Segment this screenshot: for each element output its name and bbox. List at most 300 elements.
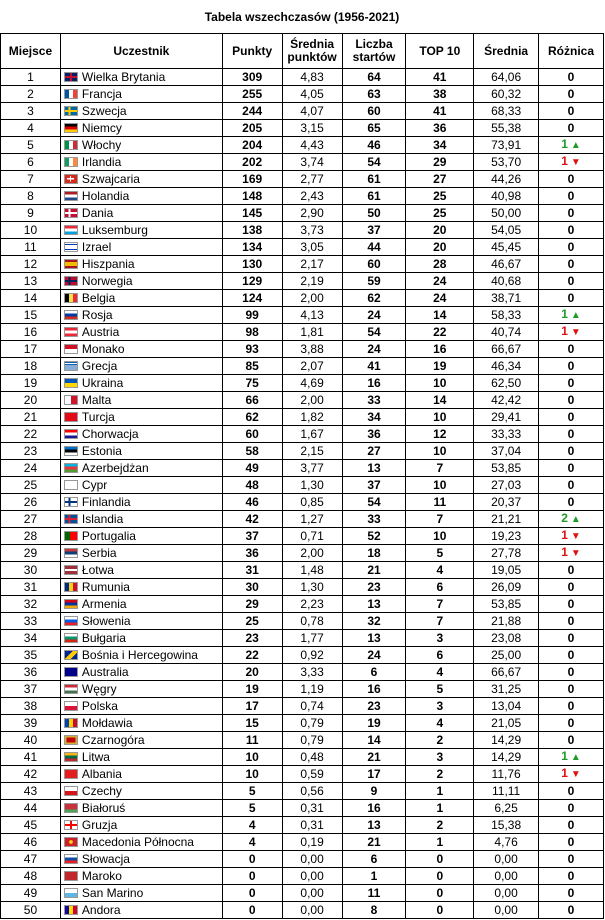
flag-icon	[64, 429, 78, 439]
diff-cell	[539, 851, 604, 868]
country-cell	[60, 885, 222, 902]
table-row	[1, 205, 604, 222]
country-name: Norwegia	[81, 274, 133, 288]
country-cell	[60, 137, 222, 154]
avg-points-cell: 0,31	[282, 817, 342, 834]
arrow-up-icon: ▲	[570, 310, 581, 321]
country-name: Wielka Brytania	[81, 70, 166, 84]
country-cell	[60, 868, 222, 885]
header-row	[1, 34, 604, 69]
average-cell: 6,25	[474, 800, 539, 817]
average-cell: 0,00	[474, 851, 539, 868]
top10-cell: 1	[406, 800, 474, 817]
avg-points-cell: 4,07	[282, 103, 342, 120]
top10-cell: 0	[406, 885, 474, 902]
top10-cell: 1	[406, 834, 474, 851]
header-country: Uczestnik	[60, 34, 222, 69]
diff-cell	[539, 630, 604, 647]
table-row	[1, 715, 604, 732]
country-name: Francja	[81, 87, 122, 101]
top10-cell: 5	[406, 681, 474, 698]
rank-cell: 21	[1, 409, 61, 426]
starts-cell: 63	[342, 86, 406, 103]
average-cell: 50,00	[474, 205, 539, 222]
average-cell: 13,04	[474, 698, 539, 715]
country-name: Islandia	[81, 512, 124, 526]
starts-cell: 6	[342, 664, 406, 681]
top10-cell: 24	[406, 273, 474, 290]
country-cell	[60, 103, 222, 120]
top10-cell: 14	[406, 307, 474, 324]
table-row	[1, 307, 604, 324]
country-cell	[60, 477, 222, 494]
top10-cell: 7	[406, 511, 474, 528]
average-cell: 25,00	[474, 647, 539, 664]
points-cell: 0	[222, 902, 282, 919]
avg-points-cell: 3,74	[282, 154, 342, 171]
avg-points-cell: 3,15	[282, 120, 342, 137]
starts-cell: 46	[342, 137, 406, 154]
points-cell: 0	[222, 885, 282, 902]
starts-cell: 18	[342, 545, 406, 562]
flag-icon	[64, 633, 78, 643]
flag-icon	[64, 225, 78, 235]
points-cell: 5	[222, 783, 282, 800]
diff-value: 0	[567, 121, 575, 135]
points-cell: 22	[222, 647, 282, 664]
starts-cell: 11	[342, 885, 406, 902]
diff-cell	[539, 647, 604, 664]
rank-cell: 20	[1, 392, 61, 409]
top10-cell: 24	[406, 290, 474, 307]
diff-cell	[539, 596, 604, 613]
country-name: Andora	[81, 903, 121, 917]
starts-cell: 32	[342, 613, 406, 630]
starts-cell: 23	[342, 579, 406, 596]
diff-value: 0	[567, 257, 575, 271]
average-cell: 54,05	[474, 222, 539, 239]
avg-points-cell: 0,56	[282, 783, 342, 800]
flag-icon	[64, 531, 78, 541]
country-name: Armenia	[81, 597, 127, 611]
average-cell: 62,50	[474, 375, 539, 392]
country-cell	[60, 222, 222, 239]
top10-cell: 12	[406, 426, 474, 443]
points-cell: 205	[222, 120, 282, 137]
country-cell	[60, 392, 222, 409]
diff-cell	[539, 749, 604, 766]
country-cell	[60, 494, 222, 511]
avg-points-cell: 2,00	[282, 545, 342, 562]
country-cell	[60, 307, 222, 324]
diff-value: 1	[561, 749, 568, 763]
avg-points-cell: 0,19	[282, 834, 342, 851]
flag-icon	[64, 616, 78, 626]
rank-cell: 49	[1, 885, 61, 902]
table-row	[1, 154, 604, 171]
avg-points-cell: 1,48	[282, 562, 342, 579]
diff-value: 0	[567, 70, 575, 84]
top10-cell: 0	[406, 868, 474, 885]
starts-cell: 62	[342, 290, 406, 307]
country-name: Szwecja	[81, 104, 127, 118]
table-row	[1, 783, 604, 800]
diff-cell	[539, 256, 604, 273]
table-row	[1, 579, 604, 596]
points-cell: 0	[222, 868, 282, 885]
average-cell: 23,08	[474, 630, 539, 647]
rank-cell: 48	[1, 868, 61, 885]
header-rank: Miejsce	[1, 34, 61, 69]
starts-cell: 60	[342, 103, 406, 120]
country-cell	[60, 715, 222, 732]
country-cell	[60, 205, 222, 222]
average-cell: 55,38	[474, 120, 539, 137]
avg-points-cell: 0,79	[282, 715, 342, 732]
diff-value: 0	[567, 682, 575, 696]
avg-points-cell: 1,30	[282, 477, 342, 494]
diff-cell	[539, 902, 604, 919]
avg-points-cell: 4,43	[282, 137, 342, 154]
table-row	[1, 171, 604, 188]
rank-cell: 27	[1, 511, 61, 528]
diff-value: 0	[567, 495, 575, 509]
arrow-down-icon: ▼	[570, 327, 581, 338]
country-name: Szwajcaria	[81, 172, 140, 186]
diff-cell	[539, 494, 604, 511]
rank-cell: 32	[1, 596, 61, 613]
starts-cell: 21	[342, 562, 406, 579]
top10-cell: 27	[406, 171, 474, 188]
average-cell: 4,76	[474, 834, 539, 851]
starts-cell: 33	[342, 511, 406, 528]
avg-points-cell: 2,00	[282, 290, 342, 307]
points-cell: 75	[222, 375, 282, 392]
country-name: Gruzja	[81, 818, 118, 832]
flag-icon	[64, 293, 78, 303]
top10-cell: 2	[406, 766, 474, 783]
diff-cell	[539, 579, 604, 596]
avg-points-cell: 0,59	[282, 766, 342, 783]
country-cell	[60, 324, 222, 341]
starts-cell: 54	[342, 494, 406, 511]
diff-cell	[539, 664, 604, 681]
rank-cell: 46	[1, 834, 61, 851]
diff-value: 0	[567, 172, 575, 186]
top10-cell: 14	[406, 392, 474, 409]
diff-value: 0	[567, 206, 575, 220]
table-row	[1, 817, 604, 834]
flag-icon	[64, 837, 78, 847]
table-row	[1, 477, 604, 494]
avg-points-cell: 0,48	[282, 749, 342, 766]
country-cell	[60, 766, 222, 783]
flag-icon	[64, 514, 78, 524]
rank-cell: 25	[1, 477, 61, 494]
average-cell: 64,06	[474, 69, 539, 86]
flag-icon	[64, 718, 78, 728]
flag-icon	[64, 463, 78, 473]
flag-icon	[64, 667, 78, 677]
top10-cell: 22	[406, 324, 474, 341]
avg-points-cell: 1,81	[282, 324, 342, 341]
table-row	[1, 460, 604, 477]
average-cell: 53,85	[474, 460, 539, 477]
header-average: Średnia	[474, 34, 539, 69]
diff-cell	[539, 239, 604, 256]
diff-cell	[539, 511, 604, 528]
country-name: Luksemburg	[81, 223, 148, 237]
rank-cell: 36	[1, 664, 61, 681]
starts-cell: 17	[342, 766, 406, 783]
country-name: Węgry	[81, 682, 117, 696]
flag-icon	[64, 361, 78, 371]
avg-points-cell: 3,77	[282, 460, 342, 477]
diff-cell	[539, 375, 604, 392]
table-row	[1, 647, 604, 664]
rank-cell: 18	[1, 358, 61, 375]
diff-cell	[539, 273, 604, 290]
average-cell: 53,85	[474, 596, 539, 613]
diff-value: 0	[567, 104, 575, 118]
diff-cell	[539, 766, 604, 783]
flag-icon	[64, 548, 78, 558]
diff-value: 0	[567, 342, 575, 356]
average-cell: 60,32	[474, 86, 539, 103]
diff-cell	[539, 392, 604, 409]
avg-points-cell: 0,00	[282, 885, 342, 902]
starts-cell: 19	[342, 715, 406, 732]
rank-cell: 15	[1, 307, 61, 324]
rank-cell: 29	[1, 545, 61, 562]
country-cell	[60, 783, 222, 800]
rank-cell: 45	[1, 817, 61, 834]
diff-value: 1	[561, 154, 568, 168]
country-name: Portugalia	[81, 529, 136, 543]
diff-cell	[539, 443, 604, 460]
flag-icon	[64, 327, 78, 337]
country-cell	[60, 596, 222, 613]
average-cell: 42,42	[474, 392, 539, 409]
rank-cell: 8	[1, 188, 61, 205]
starts-cell: 23	[342, 698, 406, 715]
diff-value: 0	[567, 478, 575, 492]
points-cell: 20	[222, 664, 282, 681]
country-name: Azerbejdżan	[81, 461, 149, 475]
rank-cell: 7	[1, 171, 61, 188]
top10-cell: 41	[406, 103, 474, 120]
table-row	[1, 239, 604, 256]
country-name: Niemcy	[81, 121, 122, 135]
avg-points-cell: 3,88	[282, 341, 342, 358]
points-cell: 29	[222, 596, 282, 613]
points-cell: 66	[222, 392, 282, 409]
starts-cell: 50	[342, 205, 406, 222]
diff-value: 0	[567, 189, 575, 203]
top10-cell: 7	[406, 613, 474, 630]
table-row	[1, 800, 604, 817]
points-cell: 138	[222, 222, 282, 239]
rank-cell: 23	[1, 443, 61, 460]
diff-cell	[539, 817, 604, 834]
country-cell	[60, 86, 222, 103]
flag-icon	[64, 769, 78, 779]
country-name: Białoruś	[81, 801, 126, 815]
diff-value: 0	[567, 410, 575, 424]
diff-cell	[539, 69, 604, 86]
starts-cell: 36	[342, 426, 406, 443]
diff-cell	[539, 137, 604, 154]
points-cell: 145	[222, 205, 282, 222]
rank-cell: 12	[1, 256, 61, 273]
flag-icon	[64, 106, 78, 116]
rank-cell: 33	[1, 613, 61, 630]
diff-cell	[539, 154, 604, 171]
diff-cell	[539, 613, 604, 630]
flag-icon	[64, 735, 78, 745]
table-row	[1, 902, 604, 919]
diff-value: 2	[561, 511, 568, 525]
top10-cell: 19	[406, 358, 474, 375]
diff-cell	[539, 103, 604, 120]
country-cell	[60, 341, 222, 358]
points-cell: 15	[222, 715, 282, 732]
starts-cell: 44	[342, 239, 406, 256]
average-cell: 15,38	[474, 817, 539, 834]
diff-value: 0	[567, 291, 575, 305]
diff-cell	[539, 324, 604, 341]
rank-cell: 14	[1, 290, 61, 307]
rank-cell: 31	[1, 579, 61, 596]
points-cell: 93	[222, 341, 282, 358]
average-cell: 0,00	[474, 868, 539, 885]
starts-cell: 41	[342, 358, 406, 375]
arrow-down-icon: ▼	[570, 531, 581, 542]
points-cell: 37	[222, 528, 282, 545]
diff-cell	[539, 681, 604, 698]
average-cell: 21,88	[474, 613, 539, 630]
rank-cell: 37	[1, 681, 61, 698]
rank-cell: 39	[1, 715, 61, 732]
average-cell: 19,23	[474, 528, 539, 545]
table-row	[1, 188, 604, 205]
avg-points-cell: 0,79	[282, 732, 342, 749]
starts-cell: 1	[342, 868, 406, 885]
avg-points-cell: 0,31	[282, 800, 342, 817]
diff-value: 0	[567, 240, 575, 254]
points-cell: 4	[222, 834, 282, 851]
diff-value: 1	[561, 528, 568, 542]
points-cell: 244	[222, 103, 282, 120]
country-cell	[60, 460, 222, 477]
top10-cell: 3	[406, 749, 474, 766]
diff-value: 0	[567, 393, 575, 407]
diff-cell	[539, 477, 604, 494]
table-row	[1, 392, 604, 409]
flag-icon	[64, 497, 78, 507]
table-row	[1, 69, 604, 86]
diff-value: 0	[567, 835, 575, 849]
country-name: Australia	[81, 665, 129, 679]
diff-value: 0	[567, 716, 575, 730]
starts-cell: 16	[342, 681, 406, 698]
country-name: Turcja	[81, 410, 115, 424]
diff-value: 0	[567, 359, 575, 373]
country-cell	[60, 664, 222, 681]
average-cell: 31,25	[474, 681, 539, 698]
table-row	[1, 749, 604, 766]
avg-points-cell: 3,33	[282, 664, 342, 681]
starts-cell: 37	[342, 477, 406, 494]
diff-value: 0	[567, 223, 575, 237]
header-starts: Liczba startów	[342, 34, 406, 69]
average-cell: 21,05	[474, 715, 539, 732]
country-name: Hiszpania	[81, 257, 135, 271]
header-top10: TOP 10	[406, 34, 474, 69]
points-cell: 48	[222, 477, 282, 494]
top10-cell: 0	[406, 902, 474, 919]
country-name: Słowenia	[81, 614, 131, 628]
diff-value: 0	[567, 376, 575, 390]
top10-cell: 4	[406, 664, 474, 681]
avg-points-cell: 1,19	[282, 681, 342, 698]
top10-cell: 11	[406, 494, 474, 511]
points-cell: 62	[222, 409, 282, 426]
country-cell	[60, 579, 222, 596]
country-cell	[60, 154, 222, 171]
avg-points-cell: 2,00	[282, 392, 342, 409]
starts-cell: 16	[342, 375, 406, 392]
country-cell	[60, 562, 222, 579]
top10-cell: 0	[406, 851, 474, 868]
flag-icon	[64, 820, 78, 830]
flag-icon	[64, 242, 78, 252]
starts-cell: 9	[342, 783, 406, 800]
flag-icon	[64, 412, 78, 422]
flag-icon	[64, 684, 78, 694]
diff-cell	[539, 426, 604, 443]
points-cell: 25	[222, 613, 282, 630]
avg-points-cell: 4,05	[282, 86, 342, 103]
points-cell: 31	[222, 562, 282, 579]
arrow-up-icon: ▲	[570, 752, 581, 763]
table-row	[1, 562, 604, 579]
starts-cell: 21	[342, 834, 406, 851]
diff-value: 0	[567, 614, 575, 628]
diff-value: 1	[561, 766, 568, 780]
starts-cell: 24	[342, 647, 406, 664]
starts-cell: 65	[342, 120, 406, 137]
points-cell: 148	[222, 188, 282, 205]
table-row	[1, 732, 604, 749]
avg-points-cell: 2,15	[282, 443, 342, 460]
diff-cell	[539, 562, 604, 579]
country-cell	[60, 69, 222, 86]
average-cell: 58,33	[474, 307, 539, 324]
table-row	[1, 324, 604, 341]
rank-cell: 13	[1, 273, 61, 290]
points-cell: 58	[222, 443, 282, 460]
table-row	[1, 86, 604, 103]
flag-icon	[64, 174, 78, 184]
avg-points-cell: 2,17	[282, 256, 342, 273]
average-cell: 14,29	[474, 732, 539, 749]
diff-value: 1	[561, 137, 568, 151]
flag-icon	[64, 344, 78, 354]
avg-points-cell: 0,85	[282, 494, 342, 511]
average-cell: 46,34	[474, 358, 539, 375]
diff-cell	[539, 307, 604, 324]
